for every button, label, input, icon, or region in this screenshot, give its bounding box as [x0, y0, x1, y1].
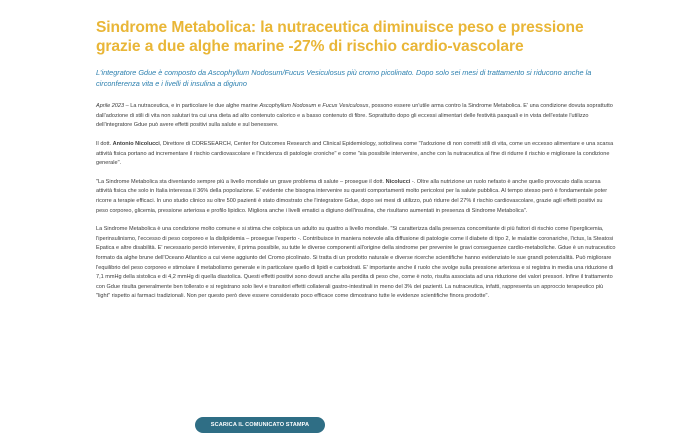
article: [96, 18, 616, 302]
cta-container: [0, 413, 520, 433]
paragraph-intro: Aprile 2023 – La nutraceutica, e in particolare le due alghe marine Ascophyllum Nodosum e Fucus Vesiculosus, possono essere un'utile arma contro la Sindrome Metabolica. E' una condizione dovuta soprattutto dall'adozione di stili di vita non salutari tra cui una dieta ad alto contenuto calorico e a basso contenuto di fibre. Soprattutto dopo gli eccessi alimentari delle festività pasquali e in vista dell'estate l'utilizzo dell'integratore Gdue può avere effetti positivi sulla salute e sul benessere.: [96, 103, 613, 129]
paragraph-nicolucci-intro: Il dott. Antonio Nicolucci, Direttore di CORESEARCH, Center for Outcomes Research and Clinical Epidemiology, sottolinea come "l'adozione di non corretti stili di vita, come un eccesso alimentare e una scarsa attività fisica portano ad incrementare il rischio cardiovascolare e l'incidenza di patologie croniche" e come "sia possibile intervenire, anche con la nutraceutica al fine di ridurre il rischio e migliorare la condizione generale".: [96, 140, 614, 167]
expert-name: Antonio Nicolucci: [112, 140, 160, 147]
download-press-release-button[interactable]: SCARICA IL COMUNICATO STAMPA: [195, 417, 325, 433]
article-title: Sindrome Metabolica: la nutraceutica diminuisce peso e pressione grazie a due alghe marine -27% di rischio cardio-vascolare: [96, 19, 584, 55]
article-subtitle: L'integratore Gdue è composto da Ascophyllum Nodosum/Fucus Vesiculosus più cromo picolinato. Dopo solo sei mesi di trattamento si riducono anche la circonferenza vita e i livelli di insulina a digiuno: [96, 68, 592, 88]
paragraph-quote: "La Sindrome Metabolica sta diventando sempre più a livello mondiale un grave problema di salute – prosegue il dott. Nicolucci -. Oltre alla nutrizione un ruolo nefasto è anche quello provocato dalla scarsa attività fisica che solo in Italia interessa il 36% della popolazione. E' evidente che bisogna intervenire su questi comportamenti molto pericolosi per la salute pubblica. Al tempo stesso però è fondamentale poter ricorre a terapie efficaci. In uno studio clinico su oltre 500 pazienti è stato dimostrato che l'integratore Gdue, dopo sei mesi di utilizzo, può ridurre del 27% il rischio cardiovascolare, grazie agli effetti positivi su peso corporeo, glicemia, pressione arteriosa e profilo lipidico. Migliora anche i livelli ematici a digiuno dell'insulina, che risultano aumentati in presenza di Sindrome Metabolica".: [96, 178, 608, 214]
paragraph-syndrome-details: La Sindrome Metabolica è una condizione molto comune e si stima che colpisca un adulto su quattro a livello mondiale. "Si caratterizza dalla presenza concomitante di più fattori di rischio come l'iperglicemia, l'iperinsulinismo, l'eccesso di peso corporeo e la dislipidemia – prosegue l'esperto -. Contribuisce in maniera notevole alla diffusione di patologie come il diabete di tipo 2, le malattie coronariche, l'ictus, la Steatosi Epatica e altre disabilità. E' necessario perciò intervenire, il prima possibile, su tutte le diverse componenti all'origine della sindrome per prevenire le gravi conseguenze cardio-metaboliche. Gdue è un nutraceutico formato da alghe brune dell'Oceano Atlantico a cui viene aggiunto del Cromo picolinato. Si tratta di un prodotto naturale e diverse ricerche scientifiche hanno evidenziato le sue grandi potenzialità. Può migliorare l'equilibrio del peso corporeo e stimolare il metabolismo generale e in particolare quello di lipidi e carboidrati. E' importante anche il ruolo che svolge sulla pressione arteriosa e si registra in media una riduzione di 7,1 mmHg della sistolica e di 4,2 mmHg di quella diastolica. Questi effetti positivi sono dovuti anche alla perdita di peso che, come è noto, risulta associata ad una riduzione dei valori pressori. Infine il trattamento con Gdue risulta generalmente ben tollerato e si registrano solo lievi e transitori effetti collaterali gastro-intestinali in meno del 3% dei pazienti. La nutraceutica, infatti, rappresenta un approccio terapeutico più "light" rispetto ai farmaci tradizionali. Non per questo però deve essere considerato poco efficace come dimostrano tutte le evidenze scientifiche finora prodotte".: [96, 226, 616, 300]
article-date: Aprile 2023: [96, 103, 125, 110]
